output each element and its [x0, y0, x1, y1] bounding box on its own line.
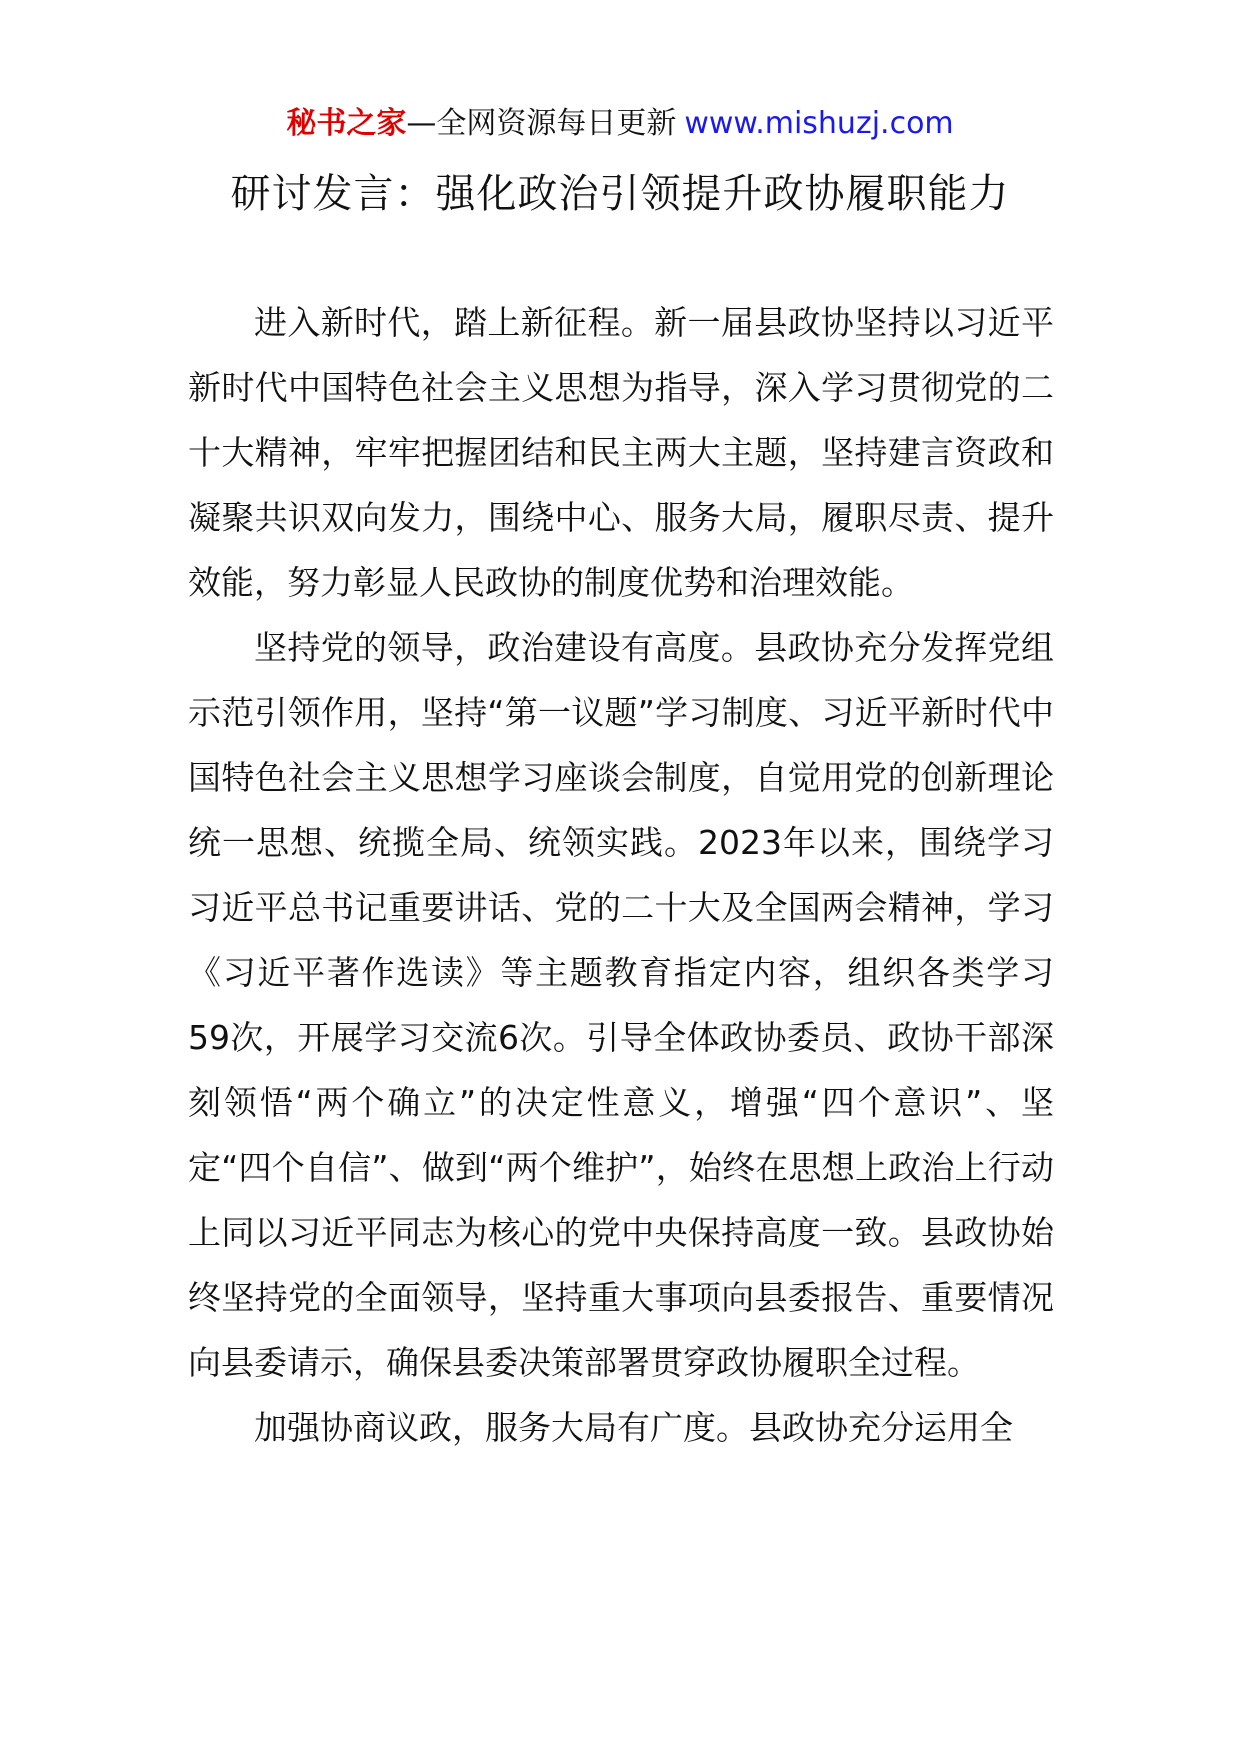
paragraph-consultation: 加强协商议政，服务大局有广度。县政协充分运用全 — [254, 1408, 1013, 1447]
site-header — [0, 104, 1240, 144]
brand-name: 秘书之家 — [286, 106, 407, 141]
paragraph-party-leadership: 坚持党的领导，政治建设有高度。县政协充分发挥党组示范引领作用，坚持“第一议题”学习制度、习近平新时代中国特色社会主义思想学习座谈会制度，自觉用党的创新理论统一思想、统揽全局、统领实践。2023年以来，围绕学习习近平总书记重要讲话、党的二十大及全国两会精神，学习《习近平著作选读》等主题教育指定内容，组织各类学习59次，开展学习交流6次。引导全体政协委员、政协干部深刻领悟“两个确立”的决定性意义，增强“四个意识”、坚定“四个自信”、做到“两个维护”，始终在思想上政治上行动上同以习近平同志为核心的党中央保持高度一致。县政协始终坚持党的全面领导，坚持重大事项向县委报告、重要情况向县委请示，确保县委决策部署贯穿政协履职全过程。 — [188, 628, 1054, 1382]
paragraph-intro: 进入新时代，踏上新征程。新一届县政协坚持以习近平新时代中国特色社会主义思想为指导，深入学习贯彻党的二十大精神，牢牢把握团结和民主两大主题，坚持建言资政和凝聚共识双向发力，围绕中心、服务大局，履职尽责、提升效能，努力彰显人民政协的制度优势和治理效能。 — [188, 303, 1054, 602]
document-title: 研讨发言：强化政治引领提升政协履职能力 — [230, 171, 1010, 217]
site-tagline: —全网资源每日更新 — [406, 106, 677, 141]
document-body — [188, 290, 1054, 1460]
site-url-link[interactable]: www.mishuzj.com — [684, 106, 954, 141]
